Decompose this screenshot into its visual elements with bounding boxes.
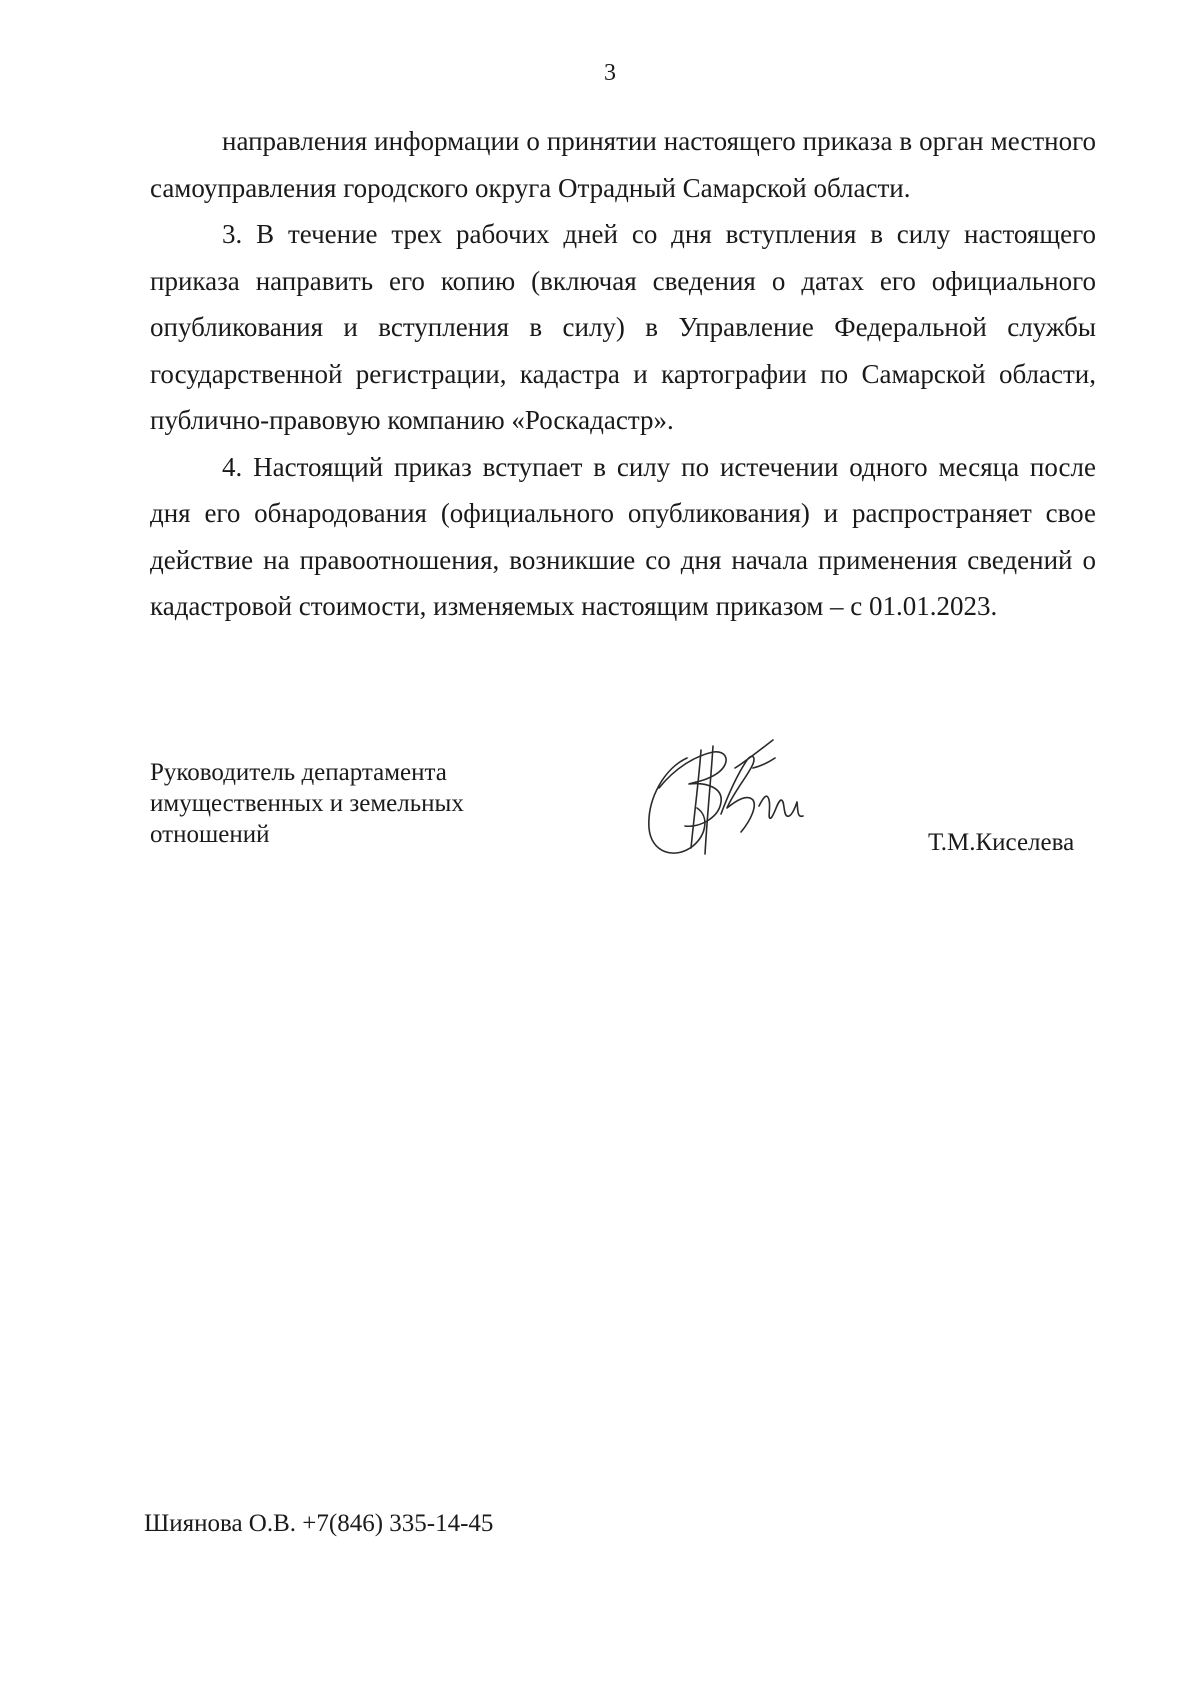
page-number: 3	[604, 60, 616, 86]
signer-name: Т.М.Киселева	[928, 829, 1075, 856]
contact-info: Шиянова О.В. +7(846) 335-14-45	[144, 1510, 494, 1537]
handwritten-signature	[635, 728, 825, 868]
position-line: Руководитель департамента	[150, 759, 447, 786]
signatory-position	[150, 757, 464, 850]
paragraph-item-3: 3. В течение трех рабочих дней со дня вступления в силу настоящего приказа направить его копию (включая сведения о датах его официального опубликования и вступления в силу) в Управление Федеральной службы государственной регистрации, кадастра и картографии по Самарской области, публично-правовую компанию «Роскадастр».	[150, 219, 1096, 435]
paragraph-continuation: направления информации о принятии настоящего приказа в орган местного самоуправления городского округа Отрадный Самарской области.	[150, 126, 1096, 203]
paragraph-item-4: 4. Настоящий приказ вступает в силу по истечении одного месяца после дня его обнародования (официального опубликования) и распространяет свое действие на правоотношения, возникшие со дня начала применения сведений о кадастровой стоимости, изменяемых настоящим приказом – с 01.01.2023.	[150, 451, 1096, 621]
position-line: отношений	[150, 821, 270, 848]
position-line: имущественных и земельных	[150, 790, 464, 817]
document-body	[150, 118, 1096, 630]
